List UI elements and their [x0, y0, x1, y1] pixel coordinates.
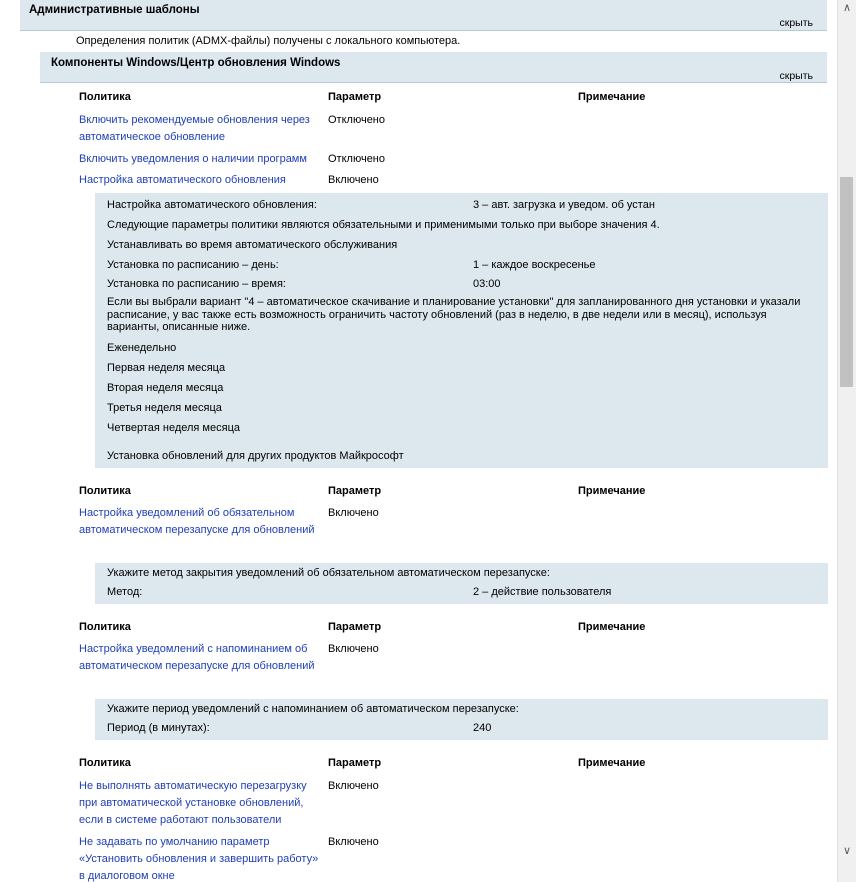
column-header-policy: Политика	[79, 757, 131, 769]
column-header-policy: Политика	[79, 91, 131, 103]
admx-source-note: Определения политик (ADMX-файлы) получены с локального компьютера.	[76, 35, 461, 47]
detail-value: 3 – авт. загрузка и уведом. об устан	[473, 199, 655, 211]
policy-value: Отключено	[328, 114, 385, 126]
column-header-setting: Параметр	[328, 91, 382, 103]
section-header-windows-update[interactable]	[40, 52, 827, 83]
policy-link[interactable]: Включить уведомления о наличии программ	[79, 153, 307, 165]
policy-link[interactable]: Настройка уведомлений с напоминанием об автоматическом перезапуске для обновлений	[79, 643, 315, 672]
column-header-setting: Параметр	[328, 485, 382, 497]
policy-link[interactable]: Не задавать по умолчанию параметр «Установить обновления и завершить работу» в диалоговом окне	[79, 836, 319, 882]
column-header-comment: Примечание	[578, 91, 646, 103]
policy-value: Включено	[328, 507, 379, 519]
detail-text: Третья неделя месяца	[107, 402, 222, 414]
hide-link[interactable]: скрыть	[779, 17, 813, 29]
hide-link[interactable]: скрыть	[779, 70, 813, 82]
policy-link[interactable]: Настройка уведомлений об обязательном автоматическом перезапуске для обновлений	[79, 507, 315, 536]
policy-details-panel	[95, 193, 828, 468]
detail-text: Первая неделя месяца	[107, 362, 226, 374]
column-header-policy: Политика	[79, 621, 131, 633]
detail-text: Следующие параметры политики являются обязательными и применимыми только при выборе значения 4.	[107, 219, 660, 231]
scroll-up-icon[interactable]: ∧	[842, 2, 852, 14]
detail-label: Установка по расписанию – время:	[107, 278, 286, 290]
detail-paragraph: Если вы выбрали вариант "4 – автоматическое скачивание и планирование установки" для запланированного дня установки и указали расписание, у вас также есть возможность ограничить частоту обновлений (раз в неделю, в две недели или в месяц), используя варианты, описанные ниже.	[107, 296, 801, 333]
detail-label: Период (в минутах):	[107, 722, 210, 734]
column-header-comment: Примечание	[578, 757, 646, 769]
policy-value: Включено	[328, 836, 379, 848]
detail-value: 1 – каждое воскресенье	[473, 259, 596, 271]
detail-text: Укажите метод закрытия уведомлений об обязательном автоматическом перезапуске:	[107, 567, 550, 579]
policy-value: Отключено	[328, 153, 385, 165]
policy-details-panel	[95, 699, 828, 740]
policy-link[interactable]: Включить рекомендуемые обновления через автоматическое обновление	[79, 114, 310, 143]
detail-value: 03:00	[473, 278, 501, 290]
detail-text: Укажите период уведомлений с напоминанием об автоматическом перезапуске:	[107, 703, 519, 715]
detail-label: Настройка автоматического обновления:	[107, 199, 317, 211]
detail-text: Еженедельно	[107, 342, 177, 354]
section-title: Административные шаблоны	[29, 4, 200, 16]
column-header-comment: Примечание	[578, 621, 646, 633]
column-header-setting: Параметр	[328, 757, 382, 769]
detail-text: Четвертая неделя месяца	[107, 422, 240, 434]
scrollbar-thumb[interactable]	[840, 177, 853, 387]
detail-value: 240	[473, 722, 492, 734]
detail-value: 2 – действие пользователя	[473, 586, 612, 598]
policy-value: Включено	[328, 174, 379, 186]
detail-label: Установка по расписанию – день:	[107, 259, 279, 271]
detail-label: Метод:	[107, 586, 143, 598]
policy-value: Включено	[328, 780, 379, 792]
scroll-down-icon[interactable]: ∨	[842, 845, 852, 857]
policy-link[interactable]: Настройка автоматического обновления	[79, 174, 286, 186]
section-header-admin-templates[interactable]	[20, 0, 827, 31]
column-header-comment: Примечание	[578, 485, 646, 497]
section-title: Компоненты Windows/Центр обновления Windows	[51, 57, 341, 69]
column-header-setting: Параметр	[328, 621, 382, 633]
detail-text: Вторая неделя месяца	[107, 382, 224, 394]
detail-text: Устанавливать во время автоматического обслуживания	[107, 239, 398, 251]
vertical-scrollbar[interactable]	[837, 0, 856, 882]
detail-text: Установка обновлений для других продуктов Майкрософт	[107, 450, 404, 462]
policy-link[interactable]: Не выполнять автоматическую перезагрузку при автоматической установке обновлений, если в системе работают пользователи	[79, 780, 307, 826]
policy-value: Включено	[328, 643, 379, 655]
policy-details-panel	[95, 563, 828, 604]
column-header-policy: Политика	[79, 485, 131, 497]
